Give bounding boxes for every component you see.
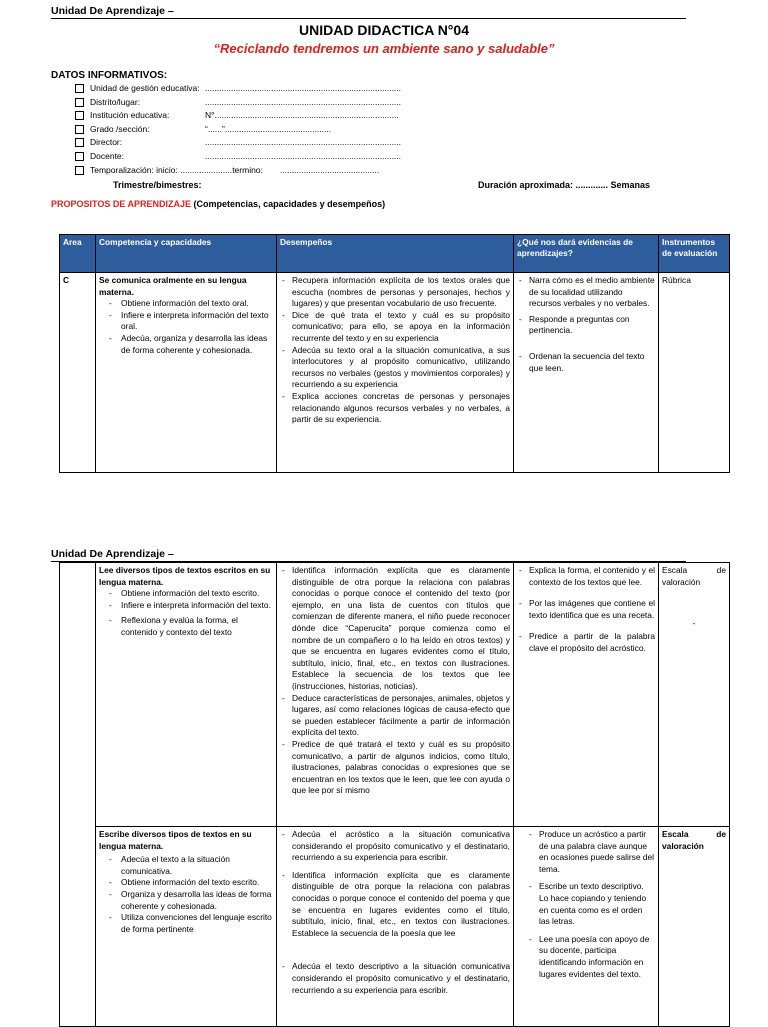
table-row [60, 563, 730, 827]
datos-row: Grado /sección: “......”............................................. [75, 123, 405, 137]
list-item: - Narra cómo es el medio ambiente de su localidad utilizando recursos verbales y no verbales. [517, 275, 655, 310]
trimestre-label: Trimestre/bimestres: [113, 180, 202, 190]
competencia-title: Escribe diversos tipos de textos en su lengua materna. [99, 829, 252, 851]
list-item: - Identifica información explícita que es claramente distinguible de otra porque la relaciona con palabras conocidas o porque conoce el contenido del texto (por ejemplo, en una lista de cuentos con títulos que comienzan de diferente manera, el niño puede reconocer dónde dice “Caperucita” porque comienza como el nombre de un compañero o lo ha leído en otros textos) y que se encuentra en lugares evidentes como el título, subtítulo, inicio, final, etc., en textos con ilustraciones. Establece la secuencia de los textos que lee (instrucciones, historias, noticias). [280, 565, 510, 693]
proposito-table-1 [59, 234, 730, 473]
area-cell [60, 563, 96, 1027]
list-item: - Predice de qué tratará el texto y cuál es su propósito comunicativo, a partir de algunos indicios, como título, ilustraciones, palabras conocidas o expresiones que se encuentran en los textos que le leen, que lee con ayuda o que lee por sí mismo [280, 739, 510, 797]
competencia-cell [96, 273, 277, 473]
checkbox[interactable] [75, 152, 84, 161]
list-item: - Predice a partir de la palabra clave el propósito del acróstico. [517, 631, 655, 654]
datos-row: Unidad de gestión educativa: ................................................................................... [75, 82, 405, 96]
list-item: - Deduce características de personajes, animales, objetos y lugares, así como relaciones lógicas de causa-efecto que se pueden establecer fácilmente a partir de información explícita del texto. [280, 693, 510, 739]
col-header-competencia: Competencia y capacidades [96, 235, 277, 273]
competencia-title: Se comunica oralmente en su lengua materna. [99, 275, 247, 297]
competencia-cell [96, 563, 277, 827]
list-item: - Adecúa el texto descriptivo a la situación comunicativa considerando el propósito comunicativo y el destinatario, recurriendo a su experiencia para escribir. [280, 961, 510, 996]
list-item: - Escribe un texto descriptivo. Lo hace copiando y teniendo en cuenta como es el orden las letras. [527, 881, 655, 927]
list-item: - Por las imágenes que contiene el texto identifica que es una receta. [517, 598, 655, 621]
evidencias-cell [514, 273, 659, 473]
instrumento-cell: Rúbrica [659, 273, 730, 473]
datos-heading: DATOS INFORMATIVOS: [51, 70, 168, 81]
col-header-desempenos: Desempeños [277, 235, 514, 273]
area-cell: C [60, 273, 96, 473]
checkbox[interactable] [75, 138, 84, 147]
datos-row: Docente: ................................................................................... [75, 150, 405, 164]
evidencias-cell [514, 563, 659, 827]
datos-list [75, 82, 405, 177]
col-header-evidencias: ¿Qué nos dará evidencias de aprendizajes? [514, 235, 659, 273]
datos-row: Distrito/lugar: ................................................................................... [75, 96, 405, 110]
unit-header-2: Unidad De Aprendizaje – [51, 548, 686, 562]
duracion-label: Duración aproximada: ............. Semanas [478, 180, 651, 190]
unit-header: Unidad De Aprendizaje – [51, 5, 686, 19]
list-item: - Explica la forma, el contenido y el contexto de los textos que lee. [517, 565, 655, 588]
list-item: - Adecúa el texto a la situación comunicativa. [99, 854, 273, 877]
checkbox[interactable] [75, 98, 84, 107]
list-item: - Obtiene información del texto escrito. [99, 877, 273, 889]
list-item: - Infiere e interpreta información del texto. [99, 600, 273, 612]
list-item: - Organiza y desarrolla las ideas de forma coherente y cohesionada. [99, 889, 273, 912]
propositos-heading [51, 199, 385, 209]
list-item: - Obtiene información del texto escrito. [99, 588, 273, 600]
list-item: - Adecúa el acróstico a la situación comunicativa considerando el propósito comunicativo y el destinatario, recurriendo a su experiencia para escribir. [280, 829, 510, 864]
page-subtitle: “Reciclando tendremos un ambiente sano y saludable” [213, 41, 555, 56]
col-header-instrumentos: Instrumentos de evaluación [659, 235, 730, 273]
instrumento-cell [659, 563, 730, 827]
checkbox[interactable] [75, 84, 84, 93]
list-item: - Reflexiona y evalúa la forma, el contenido y contexto del texto [99, 615, 273, 638]
list-item: - Recupera información explícita de los textos orales que escucha (nombres de personas y personajes, hechos y lugares) y que presentan vocabulario de uso frecuente. [280, 275, 510, 310]
evidencias-cell [514, 827, 659, 1027]
list-item: - Dice de qué trata el texto y cuál es su propósito comunicativo; para ello, se apoya en la información recurrente del texto y en su experiencia [280, 310, 510, 345]
page-title: UNIDAD DIDACTICA N°04 [299, 22, 469, 38]
list-item: - Explica acciones concretas de personas y personajes relacionando algunos recursos verbales y no verbales, a partir de su experiencia. [280, 391, 510, 426]
table-row [60, 273, 730, 473]
checkbox[interactable] [75, 166, 84, 175]
list-item: - Infiere e interpreta información del texto oral. [99, 310, 273, 333]
instrumento-label: Escala de valoración [662, 565, 726, 587]
checkbox[interactable] [75, 111, 84, 120]
table-row [60, 827, 730, 1027]
list-item: - Ordenan la secuencia del texto que leen. [517, 351, 655, 374]
competencia-title: Lee diversos tipos de textos escritos en su lengua materna. [99, 565, 271, 587]
propositos-note: (Competencias, capacidades y desempeños) [193, 199, 386, 209]
instrumento-cell: Escala de valoración [659, 827, 730, 1027]
list-item: - Responde a preguntas con pertinencia. [517, 314, 655, 337]
list-item: - Obtiene información del texto oral. [99, 298, 273, 310]
list-item: - Adecúa, organiza y desarrolla las ideas de forma coherente y cohesionada. [99, 333, 273, 356]
instrumento-dash: - [692, 618, 696, 629]
table-header-row [60, 235, 730, 273]
list-item: - Utiliza convenciones del lenguaje escrito de forma pertinente [99, 912, 273, 935]
desempenos-cell [277, 563, 514, 827]
list-item: - Adecúa su texto oral a la situación comunicativa, a sus interlocutores y al propósito comunicativo, utilizando recursos no verbales (gestos y movimientos corporales) y recurriendo a su experiencia [280, 345, 510, 391]
datos-row: Temporalización: inicio: ......................termino: .......................................... [75, 164, 405, 178]
proposito-table-2 [59, 562, 730, 1027]
competencia-cell [96, 827, 277, 1027]
datos-row: Director: ................................................................................... [75, 136, 405, 150]
desempenos-cell [277, 273, 514, 473]
datos-row: Institución educativa: N°.............................................................................. [75, 109, 405, 123]
list-item: - Lee una poesía con apoyo de su docente, participa identificando información en lugares evidentes del texto. [527, 934, 655, 980]
checkbox[interactable] [75, 125, 84, 134]
list-item: - Produce un acróstico a partir de una palabra clave aunque en ocasiones puede salirse del tema. [527, 829, 655, 875]
desempenos-cell [277, 827, 514, 1027]
col-header-area: Area [60, 235, 96, 273]
list-item: - Identifica información explícita que es claramente distinguible de otra porque la relaciona con palabras conocidas o porque conoce el contenido del poema y que se encuentra en lugares evidentes como el título, subtítulo, inicio, final, etc., en textos con ilustraciones. Establece la secuencia de la poesía que lee [280, 870, 510, 940]
propositos-title: PROPOSITOS DE APRENDIZAJE [51, 199, 192, 209]
